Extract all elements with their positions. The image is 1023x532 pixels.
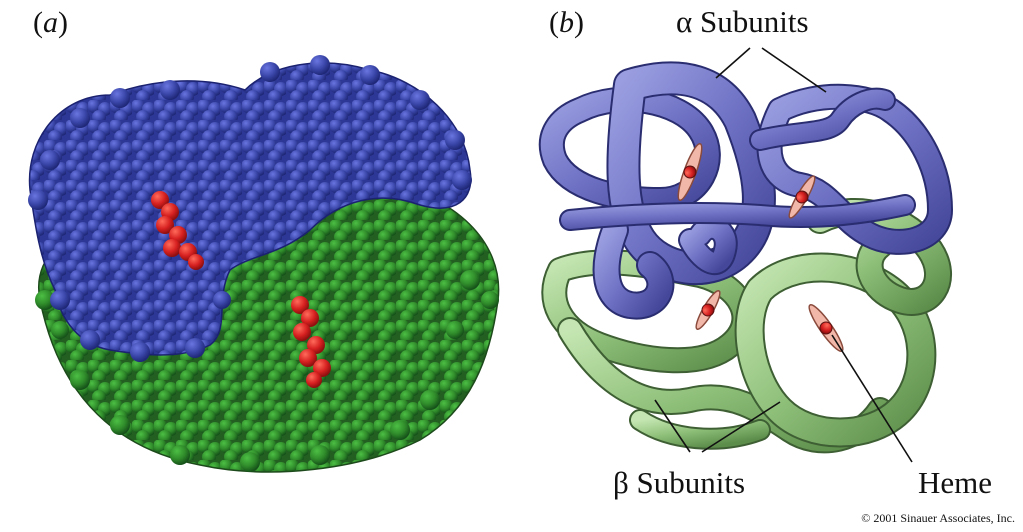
panel-label-a: (a) [33,6,68,39]
space-filling-model [28,55,499,472]
panel-label-b: (b) [549,6,584,39]
alpha-subunits-label: α Subunits [676,4,809,39]
heme-label: Heme [918,465,993,500]
tube-model [552,48,940,462]
alpha-leader-2 [762,48,826,92]
beta-subunits-label: β Subunits [613,465,746,500]
copyright-notice: © 2001 Sinauer Associates, Inc. [861,511,1015,525]
alpha-leader-1 [716,48,750,78]
